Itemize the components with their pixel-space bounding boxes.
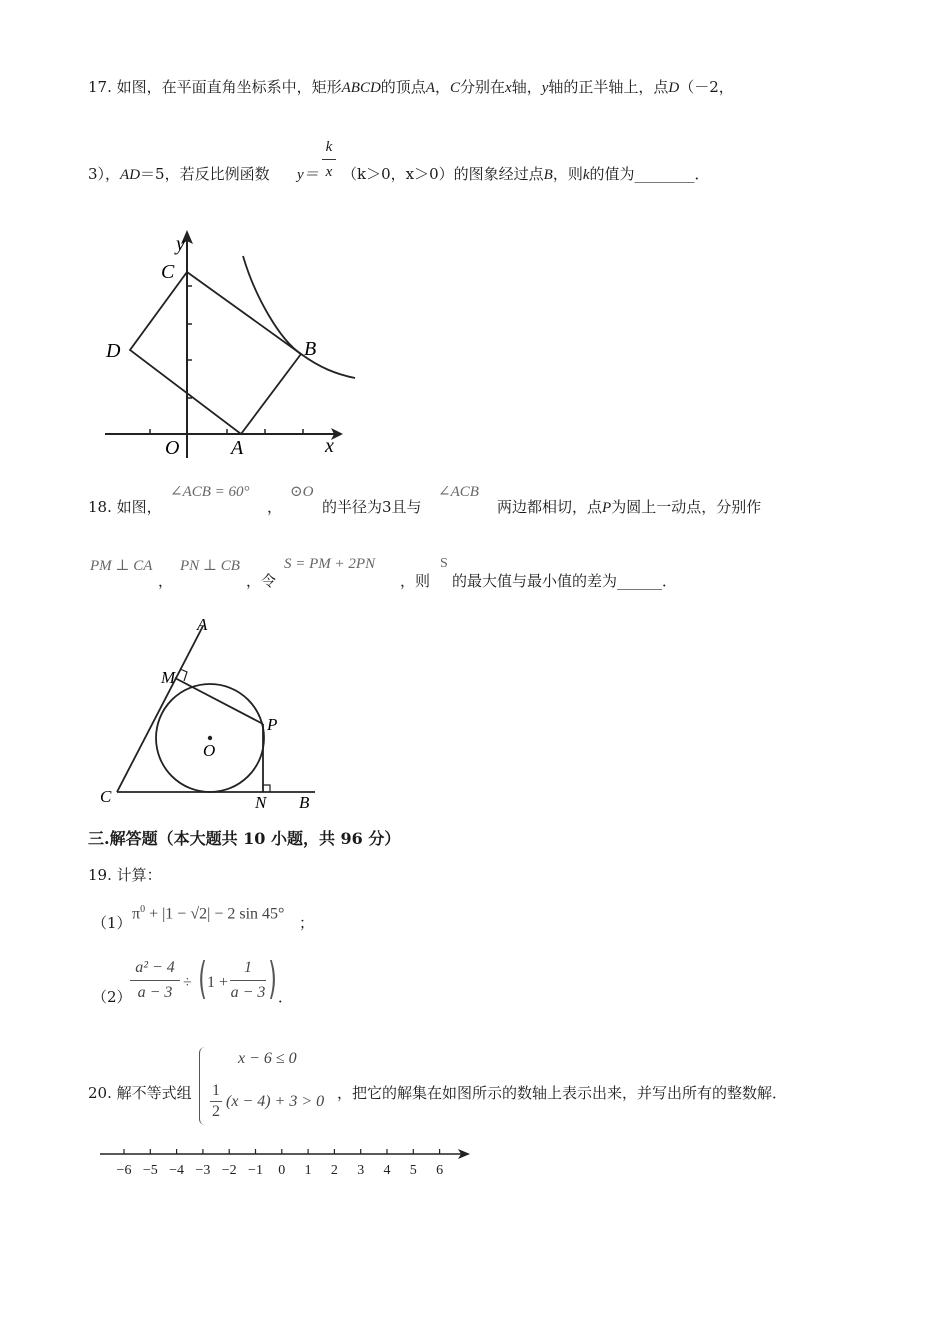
q19-p2-div: ÷ bbox=[183, 974, 192, 991]
q19-title: 19. 计算： bbox=[88, 866, 162, 884]
q20-ineq2: (x − 4) + 3 > 0 bbox=[226, 1093, 325, 1110]
q20-number-line bbox=[98, 1146, 478, 1178]
q17-line1: 17. 如图，在平面直角坐标系中，矩形ABCD的顶点A，C分别在x轴，y轴的正半轴上，点D（－2， bbox=[88, 78, 734, 96]
q18-pm: PM ⊥ CA bbox=[90, 558, 153, 574]
number-line-label: 3 bbox=[357, 1163, 365, 1178]
q17-figure bbox=[95, 222, 365, 462]
q20-suffix: ，把它的解集在如图所示的数轴上表示出来，并写出所有的整数解． bbox=[337, 1084, 788, 1102]
q18-end: 的最大值与最小值的差为______． bbox=[452, 572, 678, 590]
number-line-label: 0 bbox=[278, 1163, 286, 1178]
label-m: M bbox=[161, 668, 176, 687]
q18-comma: ， bbox=[267, 498, 283, 516]
number-line-label: 5 bbox=[409, 1163, 417, 1178]
q20-ineq1: x − 6 ≤ 0 bbox=[238, 1050, 297, 1067]
label-d: D bbox=[106, 340, 121, 362]
q19-p2-label: （2） bbox=[92, 988, 132, 1006]
q18-s-eq: S = PM + 2PN bbox=[284, 556, 376, 572]
q20-prefix: 20. 解不等式组 bbox=[88, 1084, 192, 1102]
label-a: A bbox=[197, 615, 208, 634]
q18-mid2: 两边都相切，点P为圆上一动点，分别作 bbox=[497, 498, 762, 516]
label-n: N bbox=[255, 793, 267, 812]
q19-p2-frac: a² − 4 a − 3 bbox=[130, 958, 180, 1003]
label-o: O bbox=[203, 741, 216, 760]
label-y: y bbox=[176, 233, 185, 255]
q19-p2-one: 1 + bbox=[207, 974, 229, 991]
number-line-label: −1 bbox=[248, 1163, 263, 1178]
number-line-label: 4 bbox=[383, 1163, 391, 1178]
label-x: x bbox=[325, 435, 334, 457]
number-line-label: 1 bbox=[304, 1163, 312, 1178]
number-line-label: −5 bbox=[142, 1163, 158, 1178]
q19-p2-rparen: ) bbox=[268, 953, 277, 1004]
label-a: A bbox=[231, 437, 244, 459]
q17-fraction: k x bbox=[322, 138, 336, 181]
label-c: C bbox=[100, 787, 112, 806]
q19-p2-end: ． bbox=[278, 988, 294, 1006]
q18-comma2: ， bbox=[158, 572, 174, 590]
q18-s: S bbox=[440, 556, 448, 571]
q18-circle-o: ⊙O bbox=[290, 484, 314, 500]
number-line-label: −3 bbox=[195, 1163, 211, 1178]
q18-angle-eq: ∠ACB = 60° bbox=[170, 484, 250, 500]
number-line-label: −2 bbox=[221, 1163, 237, 1178]
label-p: P bbox=[267, 715, 278, 734]
q17-func-y: y＝ bbox=[297, 167, 319, 183]
number-line-label: 2 bbox=[330, 1163, 338, 1178]
q17-line2-rest: （k＞0，x＞0）的图象经过点B，则k的值为________． bbox=[342, 165, 710, 183]
q17-line2: 3），AD＝5，若反比例函数 bbox=[88, 165, 270, 183]
q18-ze: ，则 bbox=[400, 572, 431, 590]
label-b: B bbox=[299, 793, 310, 812]
q20-brace bbox=[199, 1047, 210, 1125]
q18-mid1: 的半径为3且与 bbox=[322, 498, 422, 516]
q19-p1-label: （1） bbox=[92, 914, 132, 932]
q18-prefix: 18. 如图， bbox=[88, 498, 162, 516]
q19-p2-inner-frac: 1 a − 3 bbox=[230, 959, 266, 1001]
number-line-label: 6 bbox=[436, 1163, 444, 1178]
label-b: B bbox=[304, 338, 317, 360]
number-line-label: −6 bbox=[116, 1163, 132, 1178]
q20-half: 1 2 bbox=[212, 1082, 220, 1120]
number-line-label: −4 bbox=[169, 1163, 185, 1178]
q19-p1-end: ； bbox=[299, 914, 315, 932]
section-3-title: 三.解答题（本大题共 10 小题，共 96 分） bbox=[88, 829, 401, 848]
q18-pn: PN ⊥ CB bbox=[180, 558, 240, 574]
q19-p1-expr: $\pi^0 + |1 - √2| - 2$ sin 45° bbox=[132, 904, 285, 923]
label-c: C bbox=[161, 261, 175, 283]
q18-ling: ，令 bbox=[246, 572, 277, 590]
q18-figure bbox=[95, 610, 325, 816]
q18-angle2: ∠ACB bbox=[438, 484, 479, 500]
q19-p2-lparen: ( bbox=[198, 953, 207, 1004]
label-o: O bbox=[165, 437, 180, 459]
